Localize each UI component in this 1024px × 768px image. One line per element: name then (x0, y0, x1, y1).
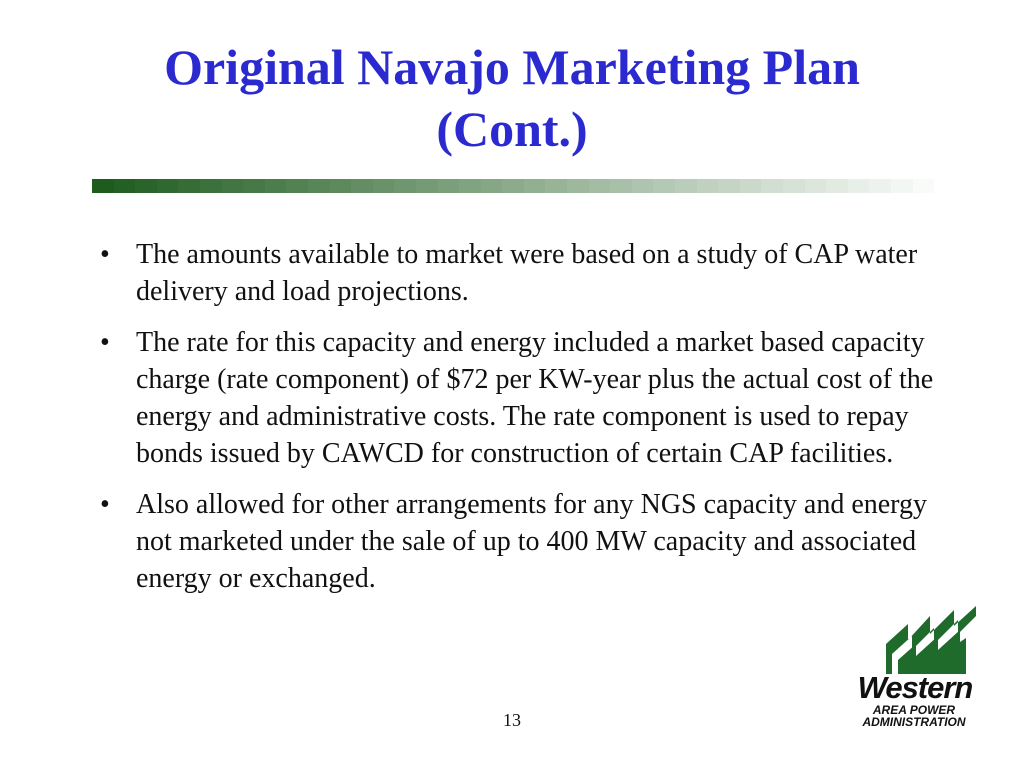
divider-segment (394, 179, 416, 193)
bullet-text-3: Also allowed for other arrangements for any NGS capacity and energy not marketed under the sale of up to 400 MW capacity and associated energy or exchanged. (136, 489, 927, 594)
divider-segment (157, 179, 179, 193)
slide-title-line-1: Original Navajo Marketing Plan (164, 39, 860, 95)
divider-segment (222, 179, 244, 193)
bullet-marker: • (100, 489, 110, 520)
bullet-item-1 (96, 236, 956, 310)
divider-segment (675, 179, 697, 193)
bullet-marker: • (100, 327, 110, 358)
divider-segment (913, 179, 935, 193)
gradient-divider-bar (92, 179, 956, 193)
divider-segment (459, 179, 481, 193)
divider-segment (502, 179, 524, 193)
divider-segment (761, 179, 783, 193)
bullet-item-3 (96, 486, 956, 597)
divider-segment (783, 179, 805, 193)
divider-segment (848, 179, 870, 193)
divider-segment (805, 179, 827, 193)
power-lines-lightning-icon (846, 606, 982, 676)
divider-segment (653, 179, 675, 193)
divider-segment (826, 179, 848, 193)
divider-segment (697, 179, 719, 193)
slide-title (60, 36, 964, 160)
divider-segment (589, 179, 611, 193)
divider-segment (286, 179, 308, 193)
divider-segment (373, 179, 395, 193)
divider-segment (265, 179, 287, 193)
bullet-marker: • (100, 239, 110, 270)
divider-segment (114, 179, 136, 193)
divider-segment (243, 179, 265, 193)
divider-segment (718, 179, 740, 193)
western-area-power-logo (846, 606, 982, 730)
divider-segment (135, 179, 157, 193)
divider-segment (178, 179, 200, 193)
logo-subtitle-line-1: AREA POWER (872, 703, 956, 717)
divider-segment (891, 179, 913, 193)
bullet-text-2: The rate for this capacity and energy included a market based capacity charge (rate component) of $72 per KW-year plus the actual cost of the energy and administrative costs. The rate component is used to repay bonds issued by CAWCD for construction of certain CAP facilities. (136, 327, 934, 469)
divider-segment (438, 179, 460, 193)
bullet-list (96, 236, 956, 611)
divider-segment (567, 179, 589, 193)
divider-segment (545, 179, 567, 193)
bullet-item-2 (96, 324, 956, 472)
divider-segment (200, 179, 222, 193)
divider-segment (869, 179, 891, 193)
divider-segment (610, 179, 632, 193)
divider-segment (351, 179, 373, 193)
divider-segment (524, 179, 546, 193)
logo-wordmark: Western (857, 670, 973, 705)
divider-segment (308, 179, 330, 193)
divider-segment (92, 179, 114, 193)
divider-segment (934, 179, 956, 193)
page-number: 13 (503, 710, 521, 730)
divider-segment (632, 179, 654, 193)
divider-segment (330, 179, 352, 193)
bullet-text-1: The amounts available to market were based on a study of CAP water delivery and load projections. (136, 239, 918, 307)
divider-segment (740, 179, 762, 193)
logo-subtitle-line-2: ADMINISTRATION (862, 715, 966, 729)
slide-title-line-2: (Cont.) (436, 101, 588, 157)
divider-segment (416, 179, 438, 193)
divider-segment (481, 179, 503, 193)
